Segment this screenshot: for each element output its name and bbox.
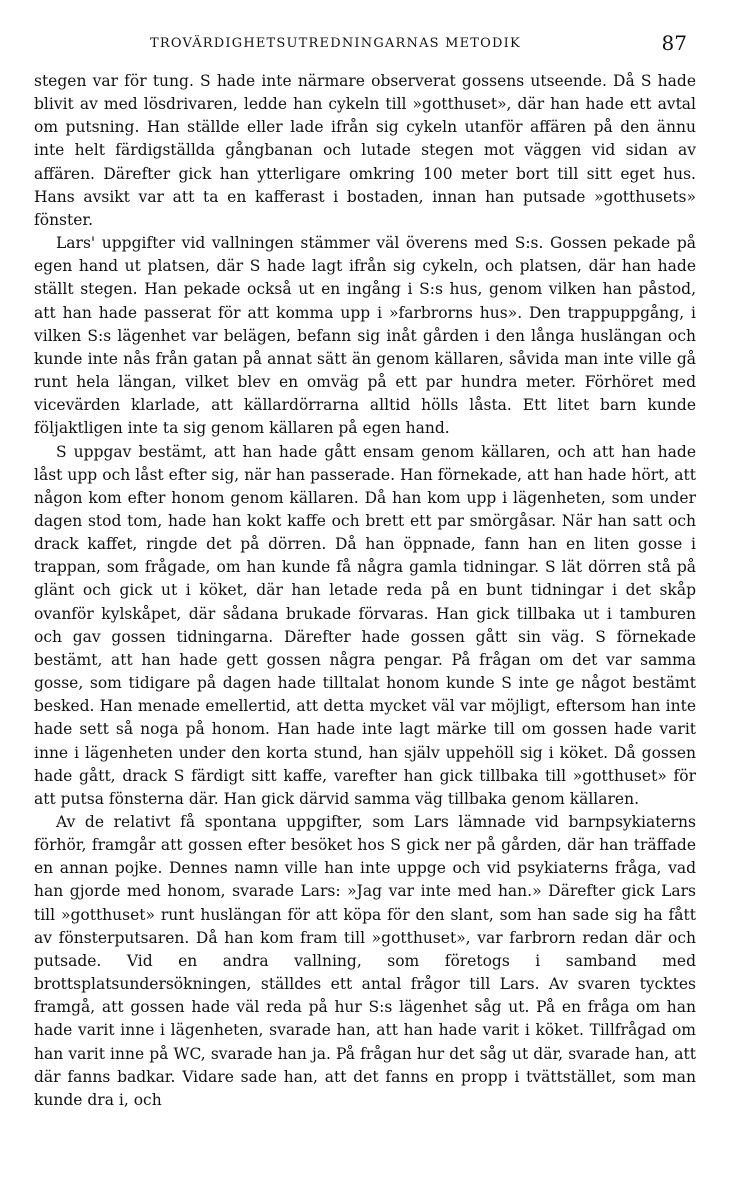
paragraph-spontana-uppgifter: Av de relativt få spontana uppgifter, som Lars lämnade vid barnpsykiaterns förhör, framgår att gossen efter besöket hos S gick ner på gården, där han träffade en annan pojke. Dennes namn ville han inte uppge och vid psykiaterns fråga, vad han gjorde med honom, svarade Lars: »Jag var inte med han.» Därefter gick Lars till »gotthuset» runt huslängan för att köpa för den slant, som han sade sig ha fått av fönsterputsaren. Då han kom fram till »gotthuset», var farbrorn redan där och putsade. Vid en andra vallning, som företogs i samband med brottsplatsundersökningen, ställdes ett antal frågor till Lars. Av svaren tycktes framgå, att gossen hade väl reda på hur S:s lägenhet såg ut. På en fråga om han hade varit inne i lägenheten, svarade han, att han hade varit i köket. Tillfrågad om han varit inne på WC, svarade han ja. På frågan hur det såg ut där, svarade han, att där fanns badkar. Vidare sade han, att det fanns en propp i tvättstället, som man kunde dra i, och (34, 813, 696, 1109)
body-text (34, 70, 696, 1112)
paragraph-lars-vallning: Lars' uppgifter vid vallningen stämmer väl överens med S:s. Gossen pekade på egen hand ut platsen, där S hade lagt ifrån sig cykeln, och platsen, där han hade ställt stegen. Han pekade också ut en ingång i S:s hus, genom vilken han påstod, att han hade passerat för att komma upp i »farbrorns hus». Den trappuppgång, i vilken S:s lägenhet var belägen, befann sig inåt gården i den långa huslängan och kunde inte nås från gatan på annat sätt än genom källaren, såvida man inte ville gå runt hela längan, vilket blev en omväg på ett par hundra meter. Förhöret med vicevärden klarlade, att källardörrarna alltid hölls låsta. Ett litet barn kunde följaktligen inte ta sig genom källaren på egen hand. (34, 234, 696, 438)
running-head-title: TROVÄRDIGHETSUTREDNINGARNAS METODIK (150, 36, 521, 51)
paragraph-continuation: stegen var för tung. S hade inte närmare observerat gossens utseende. Då S hade blivit av med lösdrivaren, ledde han cykeln till »gotthuset», där han hade ett avtal om putsning. Han ställde eller lade ifrån sig cykeln utanför affären på den ännu inte helt färdigställda gångbanan och lutade stegen mot väggen vid sidan av affären. Därefter gick han ytterligare omkring 100 meter bort till sitt eget hus. Hans avsikt var att ta en kafferast i bostaden, innan han putsade »gotthusets» fönster. (34, 72, 696, 229)
page-number: 87 (661, 31, 687, 55)
paragraph-s-uppgav: S uppgav bestämt, att han hade gått ensam genom källaren, och att han hade låst upp och låst efter sig, när han passerade. Han förnekade, att han hade hört, att någon kom efter honom genom källaren. Då han kom upp i lägenheten, som under dagen stod tom, hade han kokt kaffe och brett ett par smörgåsar. När han satt och drack kaffet, ringde det på dörren. Då han öppnade, fann han en liten gosse i trappan, som frågade, om han kunde få några gamla tidningar. S lät dörren stå på glänt och gick ut i köket, där han letade reda på en bunt tidningar i det skåp ovanför kylskåpet, där sådana brukade förvaras. Han gick tillbaka ut i tamburen och gav gossen tidningarna. Därefter hade gossen gått sin väg. S förnekade bestämt, att han hade gett gossen några pengar. På frågan om det var samma gosse, som tidigare på dagen hade tilltalat honom kunde S inte ge något bestämt besked. Han menade emellertid, att detta mycket väl var möjligt, eftersom han inte hade sett så noga på honom. Han hade inte lagt märke till om gossen hade varit inne i lägenheten under den korta stund, han själv uppehöll sig i köket. Då gossen hade gått, drack S färdigt sitt kaffe, varefter han gick tillbaka till »gotthuset» för att putsa fönsterna där. Han gick därvid samma väg tillbaka genom källaren. (34, 442, 696, 808)
